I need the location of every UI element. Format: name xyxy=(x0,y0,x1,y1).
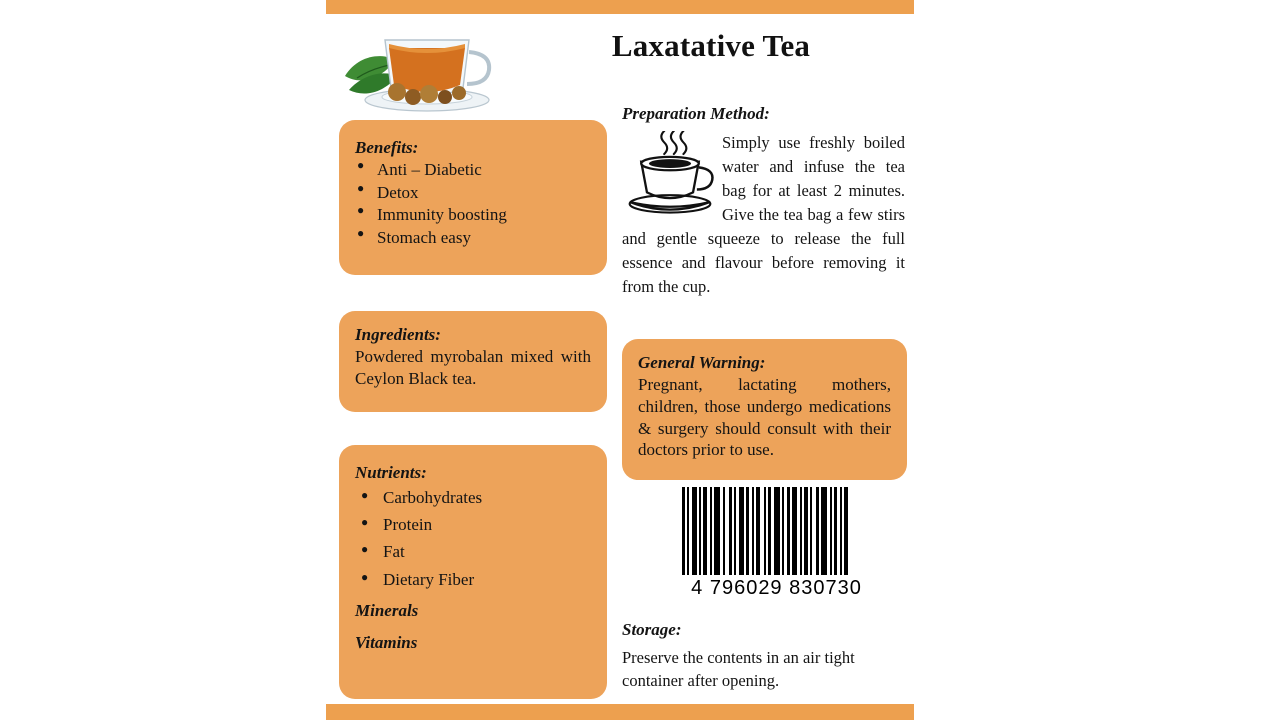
label-content-area xyxy=(326,0,914,720)
minerals-subheading: Minerals xyxy=(355,600,419,620)
nutrients-heading: Nutrients: xyxy=(355,463,427,482)
nutrients-list xyxy=(355,484,591,593)
barcode xyxy=(682,487,871,599)
list-item: ● Protein xyxy=(355,511,591,538)
preparation-heading: Preparation Method: xyxy=(622,104,770,123)
list-item: ● Fat xyxy=(355,538,591,565)
storage-heading: Storage: xyxy=(622,620,682,639)
vitamins-subheading: Vitamins xyxy=(355,632,418,652)
list-item: ● Dietary Fiber xyxy=(355,566,591,593)
benefits-heading: Benefits: xyxy=(355,138,419,157)
barcode-number: 4 796029 830730 xyxy=(682,575,871,600)
list-item: ● Carbohydrates xyxy=(355,484,591,511)
ingredients-panel xyxy=(339,311,607,412)
page-title: Laxatative Tea xyxy=(611,28,811,63)
storage-body: Preserve the contents in an air tight container after opening. xyxy=(622,648,855,691)
warning-panel xyxy=(622,339,907,480)
nutrients-panel xyxy=(339,445,607,699)
list-item: ● Stomach easy xyxy=(355,227,591,250)
steaming-cup-icon xyxy=(622,131,722,223)
ingredients-heading: Ingredients: xyxy=(355,325,441,344)
bottom-accent-bar xyxy=(326,704,914,720)
warning-body: Pregnant, lactating mothers, children, those undergo medications & surgery should consult with their doctors prior to use. xyxy=(638,375,891,460)
list-item: ● Detox xyxy=(355,182,591,205)
preparation-body: Simply use freshly boiled water and infuse the tea bag for at least 2 minutes. Give the tea bag a few stirs and gentle squeeze to release the full essence and flavour before removing it from the cup. xyxy=(622,133,905,296)
tea-cup-photo xyxy=(339,8,504,113)
list-item: ● Anti – Diabetic xyxy=(355,159,591,182)
benefits-list xyxy=(355,159,591,249)
ingredients-body: Powdered myrobalan mixed with Ceylon Black tea. xyxy=(355,347,591,388)
preparation-body-wrap xyxy=(622,131,905,298)
benefits-panel xyxy=(339,120,607,275)
warning-heading: General Warning: xyxy=(638,353,766,372)
list-item: ● Immunity boosting xyxy=(355,204,591,227)
